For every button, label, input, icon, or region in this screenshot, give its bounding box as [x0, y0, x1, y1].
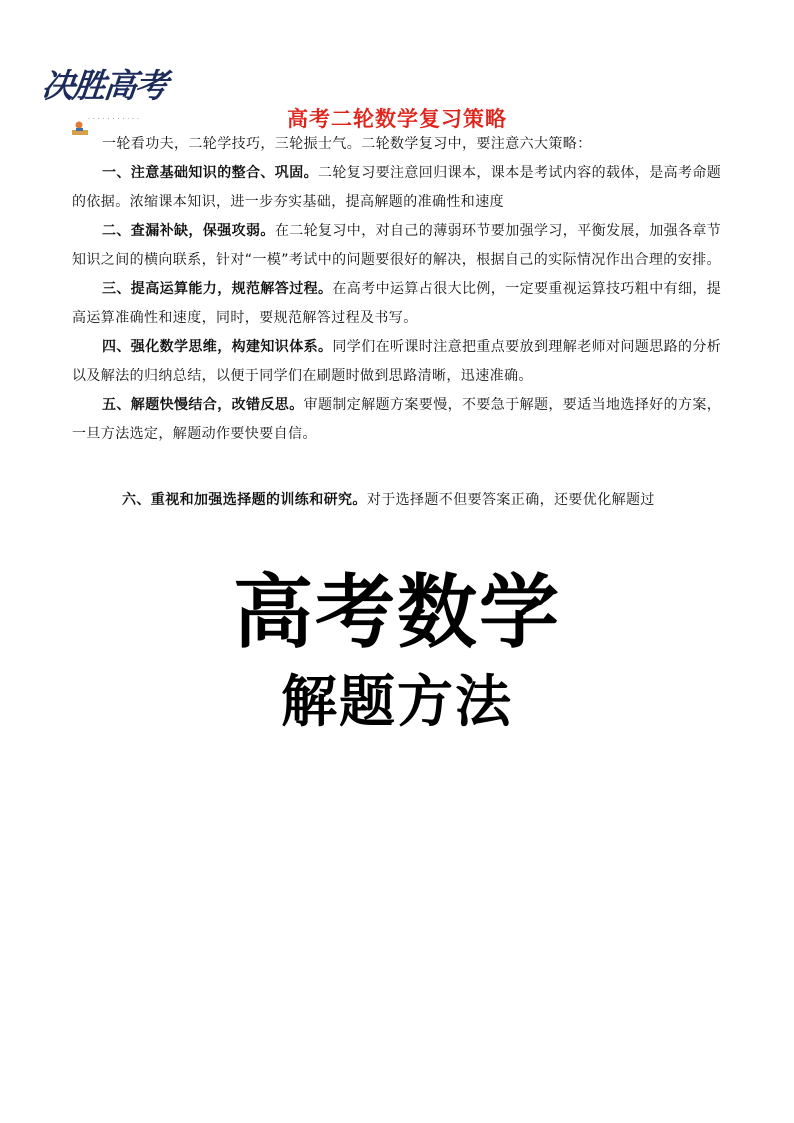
big-title: 高考数学 — [233, 565, 561, 659]
strategy-paragraph-5 — [72, 391, 722, 449]
strategy-text: 在二轮复习中，对自己的薄弱环节要加强学习，平衡发展，加强各章节知识之间的横向联系，针对“一模”考试中的问题要很好的解决，根据自己的实际情况作出合理的安排。 — [72, 223, 722, 268]
strategy-paragraph-1 — [72, 159, 722, 217]
strategy-paragraph-3 — [72, 275, 722, 333]
strategy-text: 对于选择题不但要答案正确，还要优化解题过 — [366, 492, 655, 508]
logo-text: 决胜高考 — [39, 66, 168, 105]
strategy-heading: 一、注意基础知识的整合、巩固。 — [102, 165, 318, 181]
strategy-text: 在高考中运算占很大比例，一定要重视运算技巧粗中有细，提高运算准确性和速度，同时，要规范解答过程及书写。 — [72, 281, 722, 326]
strategy-heading: 四、强化数学思维，构建知识体系。 — [102, 339, 333, 355]
strategy-heading: 五、解题快慢结合，改错反思。 — [102, 397, 304, 413]
strategy-paragraph-2 — [72, 217, 722, 275]
big-subtitle: 解题方法 — [281, 669, 513, 735]
strategy-heading: 二、查漏补缺，保强攻弱。 — [102, 223, 275, 239]
strategy-heading: 三、提高运算能力，规范解答过程。 — [102, 281, 333, 297]
intro-paragraph: 一轮看功夫，二轮学技巧，三轮振士气。二轮数学复习中，要注意六大策略： — [102, 136, 592, 152]
document-body — [72, 130, 722, 449]
strategy-paragraph-4 — [72, 333, 722, 391]
strategy-text: 审题制定解题方案要慢，不要急于解题，要适当地选择好的方案，一旦方法选定，解题动作要快要自信。 — [72, 397, 722, 442]
strategy-heading: 六、重视和加强选择题的训练和研究。 — [122, 492, 367, 508]
strategy-text: 二轮复习要注意回归课本，课本是考试内容的载体，是高考命题的依据。浓缩课本知识，进一步夯实基础，提高解题的准确性和速度 — [72, 165, 722, 210]
strategy-text: 同学们在听课时注意把重点要放到理解老师对问题思路的分析以及解法的归纳总结，以便于同学们在刷题时做到思路清晰，迅速准确。 — [72, 339, 722, 384]
page-title: 高考二轮数学复习策略 — [287, 107, 507, 131]
strategy-paragraph-6 — [122, 489, 655, 509]
logo-subtext: ··········· — [88, 116, 142, 123]
